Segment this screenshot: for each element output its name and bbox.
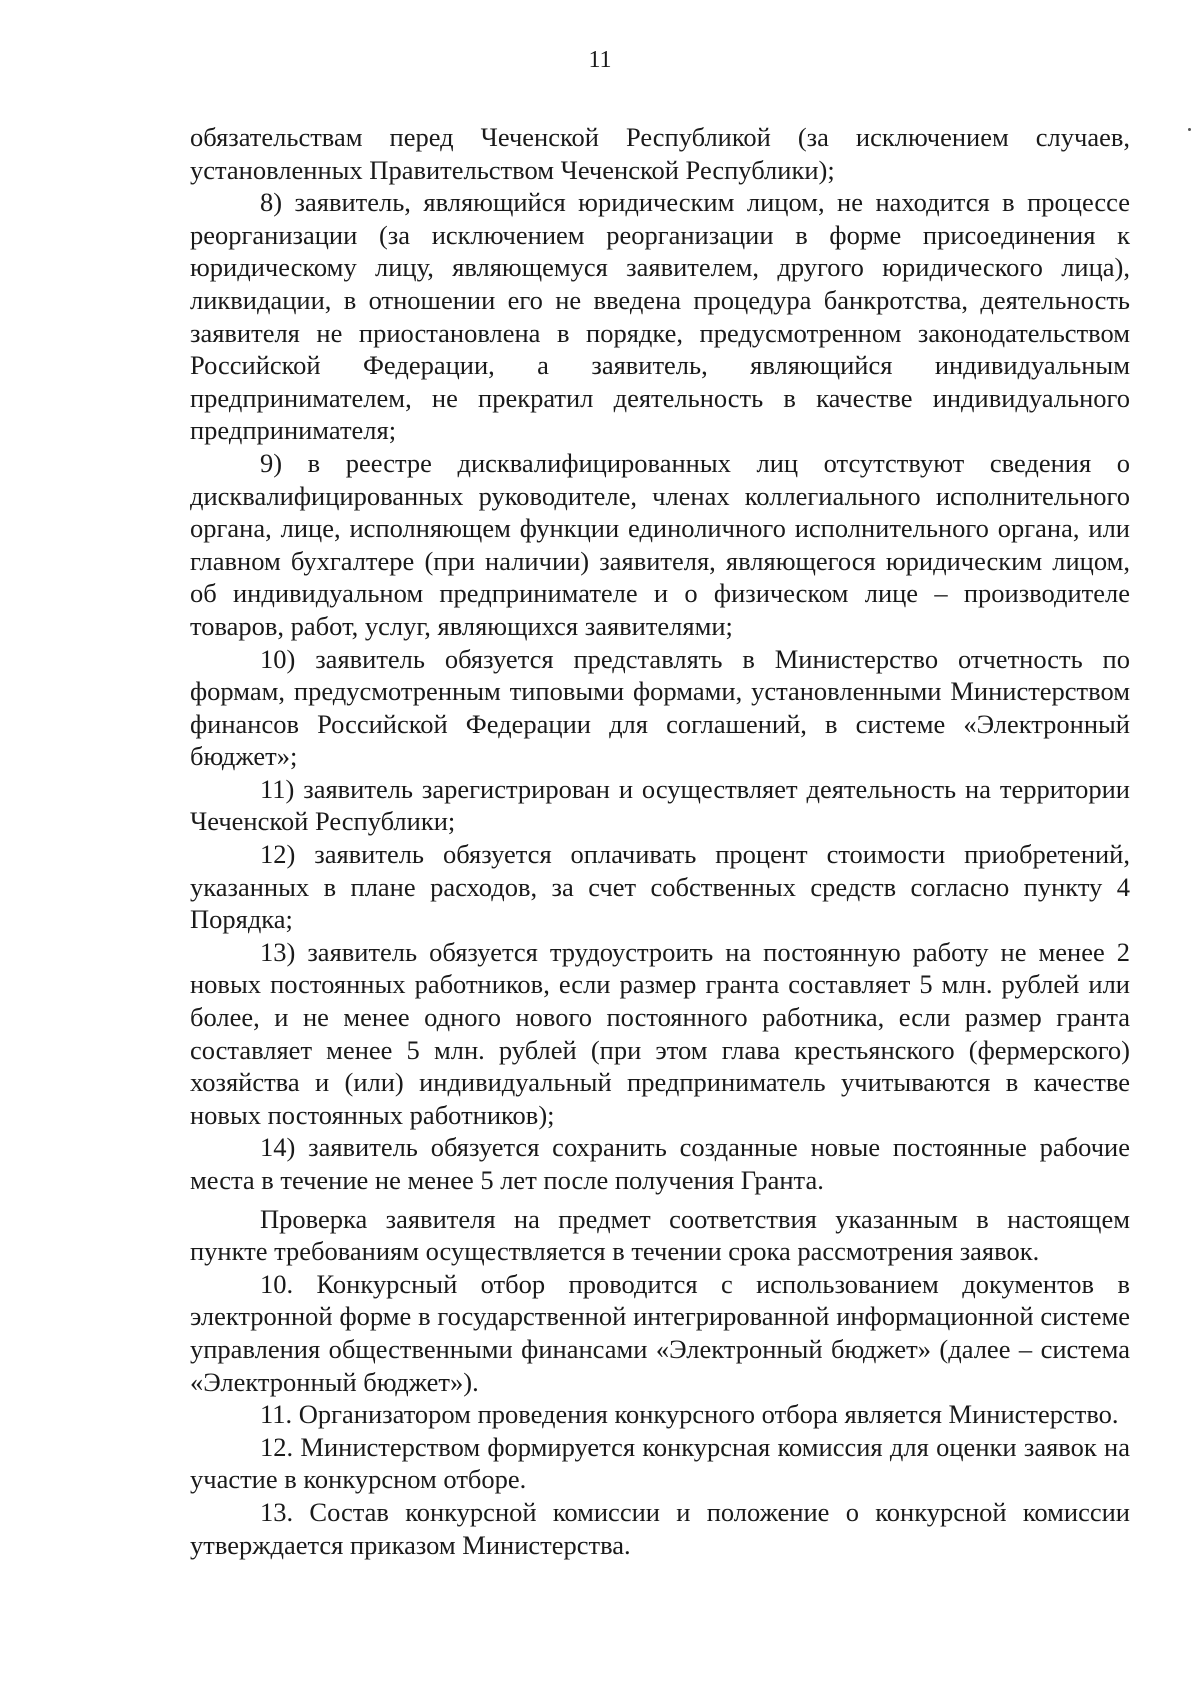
scan-artifact-dot [1188,128,1191,131]
paragraph-item-12: 12) заявитель обязуется оплачивать процент стоимости приобретений, указанных в плане расходов, за счет собственных средств согласно пункту 4 Порядка; [190,839,1130,935]
paragraph-clause-13: 13. Состав конкурсной комиссии и положение о конкурсной комиссии утверждается приказом Министерства. [190,1496,1130,1560]
paragraph-verification: Проверка заявителя на предмет соответствия указанным в настоящем пункте требованиям осуществляется в течении срока рассмотрения заявок. [190,1203,1130,1267]
paragraph-item-10: 10) заявитель обязуется представлять в Министерство отчетность по формам, предусмотренным типовыми формами, установленными Министерством финансов Российской Федерации для соглашений, в системе «Электронный бюджет»; [190,643,1130,772]
document-body [190,121,1130,1561]
paragraph-item-14: 14) заявитель обязуется сохранить созданные новые постоянные рабочие места в течение не менее 5 лет после получения Гранта. [190,1132,1130,1195]
paragraph-item-13: 13) заявитель обязуется трудоустроить на постоянную работу не менее 2 новых постоянных работников, если размер гранта составляет 5 млн. рублей или более, и не менее одного нового постоянного работника, если размер гранта составляет менее 5 млн. рублей (при этом глава крестьянского (фермерского) хозяйства и (или) индивидуальный предприниматель учитываются в качестве новых постоянных работников); [190,936,1130,1130]
paragraph-item-11: 11) заявитель зарегистрирован и осуществляет деятельность на территории Чеченской Республики; [190,773,1130,837]
paragraph-item-8: 8) заявитель, являющийся юридическим лицом, не находится в процессе реорганизации (за исключением реорганизации в форме присоединения к юридическому лицу, являющемуся заявителем, другого юридического лица), ликвидации, в отношении его не введена процедура банкротства, деятельность заявителя не приостановлена в порядке, предусмотренном законодательством Российской Федерации, а заявитель, являющийся индивидуальным предпринимателем, не прекратил деятельность в качестве индивидуального предпринимателя; [190,187,1130,446]
paragraph-clause-10: 10. Конкурсный отбор проводится с использованием документов в электронной форме в государственной интегрированной информационной системе управления общественными финансами «Электронный бюджет» (далее – система «Электронный бюджет»). [190,1268,1130,1397]
page-number: 11 [588,47,612,73]
paragraph-continuation: обязательствам перед Чеченской Республикой (за исключением случаев, установленных Правительством Чеченской Республики); [190,122,1130,185]
paragraph-clause-11: 11. Организатором проведения конкурсного отбора является Министерство. [260,1399,1119,1430]
paragraph-item-9: 9) в реестре дисквалифицированных лиц отсутствуют сведения о дисквалифицированных руководителе, членах коллегиального исполнительного органа, лице, исполняющем функции единоличного исполнительного органа, или главном бухгалтере (при наличии) заявителя, являющегося юридическим лицом, об индивидуальном предпринимателе и о физическом лице – производителе товаров, работ, услуг, являющихся заявителями; [190,447,1130,641]
paragraph-clause-12: 12. Министерством формируется конкурсная комиссия для оценки заявок на участие в конкурсном отборе. [190,1431,1130,1495]
